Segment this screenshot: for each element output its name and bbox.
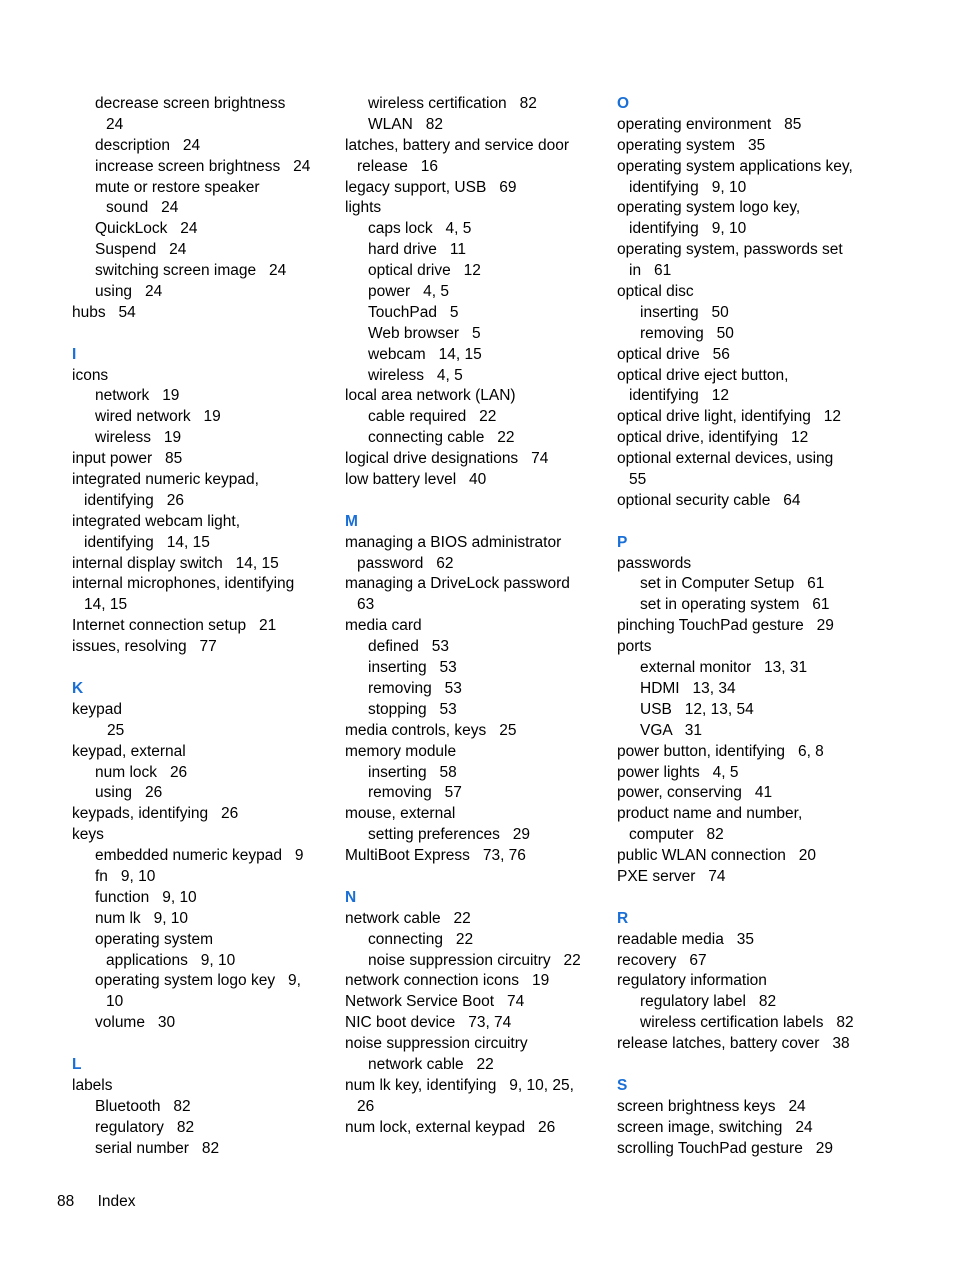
index-subentry: QuickLock 24 (95, 220, 198, 238)
index-subentry: optical drive 12 (368, 262, 481, 280)
index-subentry: increase screen brightness 24 (95, 157, 311, 175)
index-entry: PXE server 74 (617, 867, 726, 885)
index-entry: integrated numeric keypad, (72, 471, 259, 489)
index-subentry: defined 53 (368, 638, 450, 656)
index-entry: managing a BIOS administrator (345, 533, 562, 551)
index-subentry: 24 (106, 115, 124, 133)
index-entry: screen image, switching 24 (617, 1118, 813, 1136)
index-subentry: USB 12, 13, 54 (640, 700, 754, 718)
index-entry: 55 (629, 471, 647, 489)
index-entry: optical drive eject button, (617, 366, 789, 384)
index-column-2 (345, 94, 605, 1139)
section-gap (345, 491, 605, 512)
index-entry: optional security cable 64 (617, 491, 801, 509)
index-subentry: num lock 26 (95, 763, 188, 781)
index-entry: scrolling TouchPad gesture 29 (617, 1139, 833, 1157)
index-entry: low battery level 40 (345, 471, 487, 489)
index-subentry: 10 (106, 993, 124, 1011)
index-entry: integrated webcam light, (72, 512, 241, 530)
index-subentry: noise suppression circuitry 22 (368, 951, 581, 969)
index-entry: labels (72, 1076, 113, 1094)
index-subentry: regulatory 82 (95, 1118, 195, 1136)
index-subentry: wireless 19 (95, 429, 182, 447)
section-gap (72, 1034, 332, 1055)
index-subentry: fn 9, 10 (95, 867, 156, 885)
index-subentry: network 19 (95, 387, 180, 405)
index-subentry: Suspend 24 (95, 241, 187, 259)
index-entry: noise suppression circuitry (345, 1035, 528, 1053)
index-entry: keypad (72, 700, 122, 718)
index-entry: icons (72, 366, 109, 384)
index-entry: latches, battery and service door (345, 136, 570, 154)
index-entry: memory module (345, 742, 457, 760)
index-subentry: inserting 50 (640, 303, 729, 321)
index-column-3 (617, 94, 877, 1159)
index-entry: lights (345, 199, 382, 217)
index-entry: MultiBoot Express 73, 76 (345, 847, 526, 865)
index-entry: operating system 35 (617, 136, 766, 154)
index-entry: pinching TouchPad gesture 29 (617, 617, 834, 635)
index-subentry: using 24 (95, 283, 163, 301)
index-subentry: set in Computer Setup 61 (640, 575, 825, 593)
index-entry: password 62 (357, 554, 454, 572)
index-entry: operating system logo key, (617, 199, 801, 217)
index-letter-heading: I (72, 345, 77, 363)
index-entry: identifying 9, 10 (629, 178, 747, 196)
page-footer (57, 1191, 135, 1212)
index-letter-heading: P (617, 533, 628, 551)
index-subentry: set in operating system 61 (640, 596, 830, 614)
index-letter-heading: R (617, 909, 629, 927)
index-subentry: wireless certification labels 82 (640, 1014, 854, 1032)
index-entry: network connection icons 19 (345, 972, 550, 990)
index-entry: readable media 35 (617, 930, 755, 948)
index-entry: keypad, external (72, 742, 186, 760)
index-entry: public WLAN connection 20 (617, 847, 817, 865)
index-subentry: inserting 58 (368, 763, 457, 781)
index-entry: Network Service Boot 74 (345, 993, 525, 1011)
index-subentry: using 26 (95, 784, 163, 802)
index-subentry: removing 57 (368, 784, 462, 802)
index-entry: Internet connection setup 21 (72, 617, 277, 635)
index-entry: keypads, identifying 26 (72, 805, 239, 823)
section-name: Index (97, 1193, 136, 1210)
index-entry: internal microphones, identifying (72, 575, 295, 593)
index-entry: in 61 (629, 262, 672, 280)
index-entry: issues, resolving 77 (72, 638, 217, 656)
index-letter-heading: L (72, 1055, 82, 1073)
index-subentry: connecting cable 22 (368, 429, 515, 447)
index-entry: 63 (357, 596, 375, 614)
index-entry: power button, identifying 6, 8 (617, 742, 824, 760)
index-entry: release latches, battery cover 38 (617, 1035, 850, 1053)
index-subentry: 25 (107, 721, 125, 739)
index-entry: optical disc (617, 283, 694, 301)
index-subentry: TouchPad 5 (368, 303, 459, 321)
index-entry: identifying 14, 15 (84, 533, 210, 551)
index-subentry: hard drive 11 (368, 241, 466, 259)
index-entry: product name and number, (617, 805, 803, 823)
section-gap (72, 324, 332, 345)
index-entry: hubs 54 (72, 303, 136, 321)
index-subentry: volume 30 (95, 1014, 176, 1032)
index-subentry: operating system logo key 9, (95, 972, 301, 990)
index-entry: managing a DriveLock password (345, 575, 570, 593)
index-subentry: wireless 4, 5 (368, 366, 463, 384)
index-column-1 (72, 94, 332, 1159)
index-entry: 26 (357, 1097, 375, 1115)
index-entry: num lk key, identifying 9, 10, 25, (345, 1076, 574, 1094)
section-gap (617, 888, 877, 909)
section-gap (617, 512, 877, 533)
index-entry: optical drive 56 (617, 345, 730, 363)
index-entry: media controls, keys 25 (345, 721, 517, 739)
index-subentry: network cable 22 (368, 1055, 494, 1073)
index-entry: optical drive light, identifying 12 (617, 408, 842, 426)
index-entry: passwords (617, 554, 692, 572)
index-subentry: removing 50 (640, 324, 734, 342)
page-number: 88 (57, 1193, 75, 1210)
index-subentry: setting preferences 29 (368, 826, 530, 844)
index-subentry: removing 53 (368, 679, 462, 697)
index-entry: release 16 (357, 157, 438, 175)
index-entry: media card (345, 617, 422, 635)
index-letter-heading: M (345, 512, 358, 530)
index-subentry: webcam 14, 15 (368, 345, 482, 363)
index-subentry: wired network 19 (95, 408, 221, 426)
index-subentry: embedded numeric keypad 9 (95, 847, 304, 865)
index-subentry: switching screen image 24 (95, 262, 287, 280)
index-entry: operating system, passwords set (617, 241, 843, 259)
index-entry: logical drive designations 74 (345, 450, 549, 468)
index-subentry: VGA 31 (640, 721, 703, 739)
index-subentry: num lk 9, 10 (95, 909, 189, 927)
index-entry: regulatory information (617, 972, 767, 990)
index-entry: optional external devices, using (617, 450, 834, 468)
index-entry: mouse, external (345, 805, 456, 823)
index-entry: screen brightness keys 24 (617, 1097, 806, 1115)
index-subentry: sound 24 (106, 199, 179, 217)
index-entry: ports (617, 638, 652, 656)
index-entry: optical drive, identifying 12 (617, 429, 809, 447)
index-subentry: operating system (95, 930, 214, 948)
index-subentry: description 24 (95, 136, 201, 154)
index-subentry: power 4, 5 (368, 283, 449, 301)
index-entry: identifying 9, 10 (629, 220, 747, 238)
index-subentry: cable required 22 (368, 408, 497, 426)
index-entry: identifying 12 (629, 387, 729, 405)
index-letter-heading: N (345, 888, 357, 906)
index-entry: num lock, external keypad 26 (345, 1118, 556, 1136)
section-gap (345, 867, 605, 888)
index-entry: recovery 67 (617, 951, 707, 969)
index-subentry: serial number 82 (95, 1139, 220, 1157)
index-entry: 14, 15 (84, 596, 128, 614)
index-subentry: inserting 53 (368, 659, 457, 677)
index-subentry: Bluetooth 82 (95, 1097, 191, 1115)
index-subentry: external monitor 13, 31 (640, 659, 808, 677)
index-entry: input power 85 (72, 450, 183, 468)
index-entry: internal display switch 14, 15 (72, 554, 279, 572)
index-entry: local area network (LAN) (345, 387, 516, 405)
index-entry: network cable 22 (345, 909, 471, 927)
index-subentry: wireless certification 82 (368, 95, 537, 112)
index-letter-heading: K (72, 679, 84, 697)
index-subentry: decrease screen brightness (95, 95, 286, 112)
index-subentry: mute or restore speaker (95, 178, 260, 196)
index-subentry: regulatory label 82 (640, 993, 777, 1011)
section-gap (72, 658, 332, 679)
index-subentry: Web browser 5 (368, 324, 481, 342)
index-subentry: function 9, 10 (95, 888, 197, 906)
index-letter-heading: S (617, 1076, 628, 1094)
index-entry: operating environment 85 (617, 115, 802, 133)
index-subentry: stopping 53 (368, 700, 457, 718)
index-entry: NIC boot device 73, 74 (345, 1014, 512, 1032)
index-entry: legacy support, USB 69 (345, 178, 517, 196)
index-subentry: WLAN 82 (368, 115, 443, 133)
index-entry: identifying 26 (84, 491, 184, 509)
index-entry: power lights 4, 5 (617, 763, 739, 781)
index-entry: computer 82 (629, 826, 724, 844)
index-subentry: connecting 22 (368, 930, 474, 948)
index-subentry: caps lock 4, 5 (368, 220, 472, 238)
index-subentry: HDMI 13, 34 (640, 679, 736, 697)
index-letter-heading: O (617, 95, 630, 112)
section-gap (617, 1055, 877, 1076)
index-subentry: applications 9, 10 (106, 951, 236, 969)
index-entry: keys (72, 826, 104, 844)
index-entry: operating system applications key, (617, 157, 853, 175)
index-entry: power, conserving 41 (617, 784, 773, 802)
